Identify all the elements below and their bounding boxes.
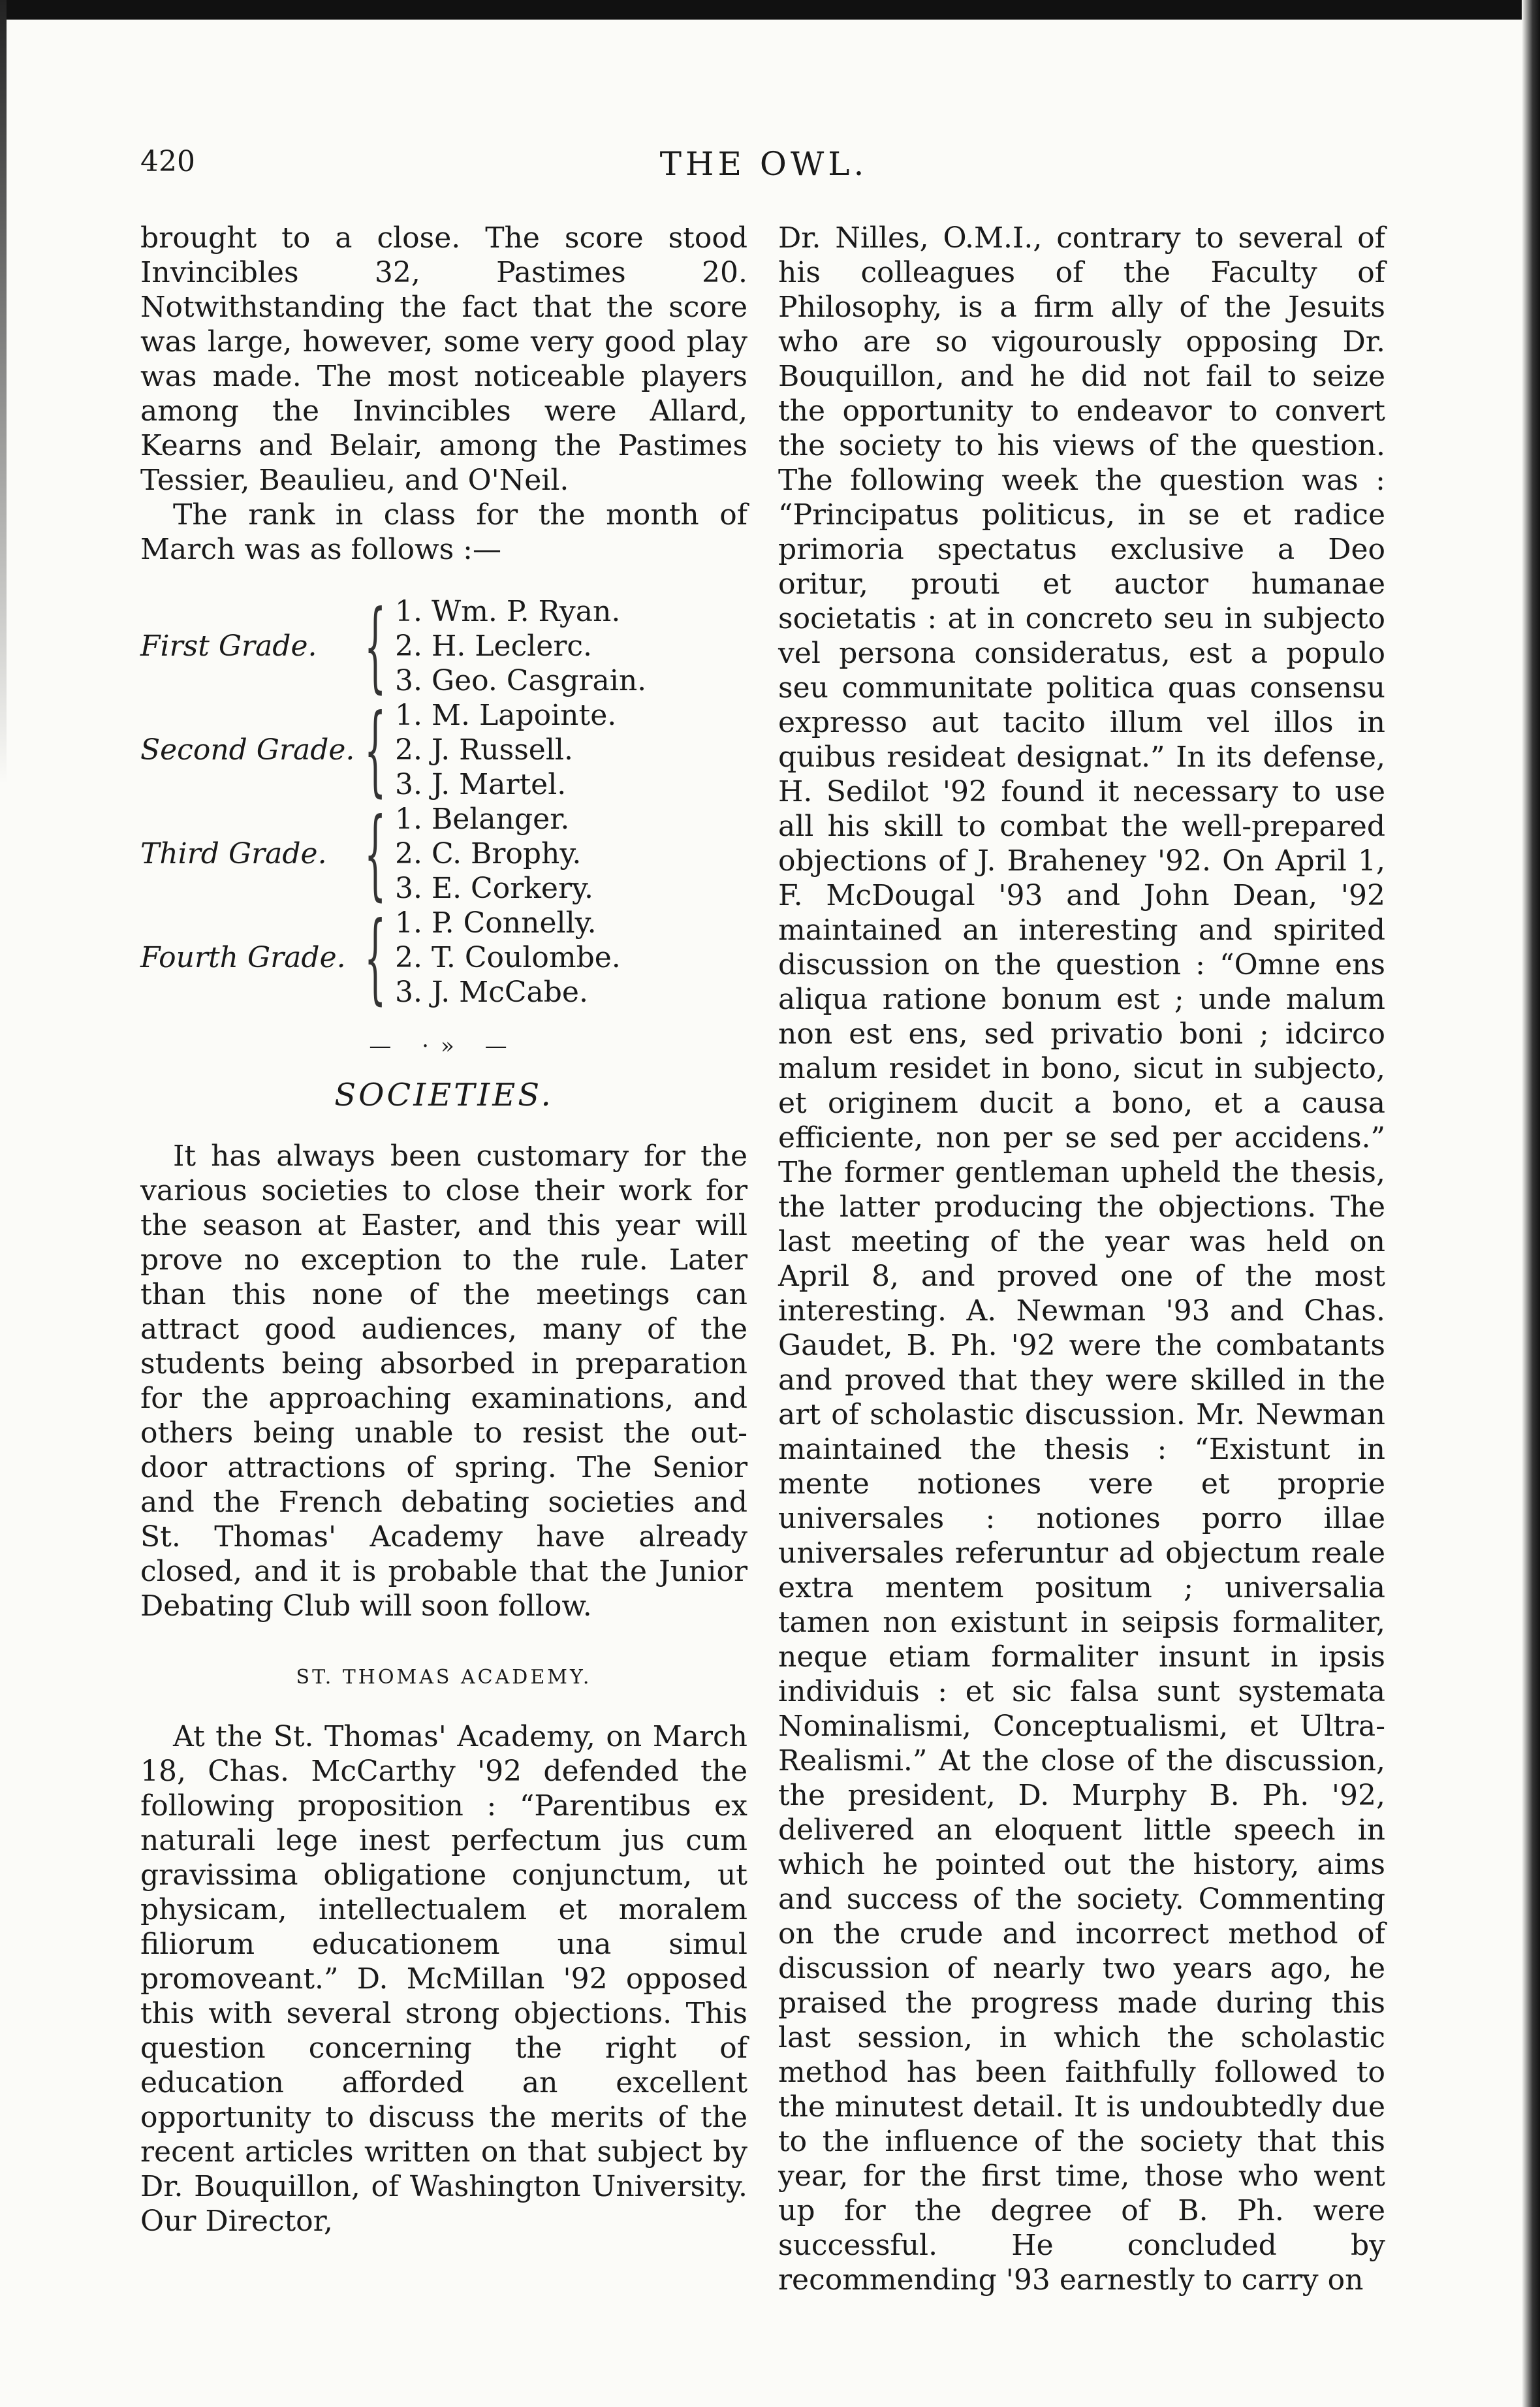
- section-divider: — ·» —: [369, 1033, 519, 1059]
- grade-ranks: [382, 906, 621, 1010]
- grade-ranks: [382, 698, 616, 802]
- grade-name: First Grade.: [140, 630, 317, 663]
- scan-edge-top: [0, 0, 1540, 20]
- running-title: THE OWL.: [659, 145, 868, 183]
- rank-entry: 2. C. Brophy.: [395, 837, 582, 870]
- rank-entry: 2. J. Russell.: [395, 733, 573, 767]
- class-rank-list: [140, 589, 747, 1015]
- rank-entry: 2. T. Coulombe.: [395, 941, 621, 974]
- paragraph: At the St. Thomas' Academy, on March 18, Chas. McCarthy '92 defended the following proposition : “Parentibus ex naturali lege inest perfectum jus cum gravissima obligatione conjunctum, ut physicam, intellectualem et moralem filiorum educationem una simul promoveant.” D. McMillan '92 opposed this with several strong objections. This question concerning the right of education afforded an excellent opportunity to discuss the merits of the recent articles written on that subject by Dr. Bouquillon, of Washington University. Our Director,: [140, 1720, 747, 2238]
- grade-name: Fourth Grade.: [140, 941, 346, 974]
- section-title: SOCIETIES.: [334, 1077, 554, 1113]
- rank-entry: 1. Belanger.: [395, 803, 570, 836]
- left-column: [140, 221, 747, 2239]
- paragraph: brought to a close. The score stood Invincibles 32, Pastimes 20. Notwithstanding the fact that the score was large, however, some very good play was made. The most noticeable players among the Invincibles were Allard, Kearns and Belair, among the Pastimes Tessier, Beaulieu, and O'Neil.: [140, 221, 747, 497]
- grade-name: Third Grade.: [140, 837, 327, 870]
- paragraph: It has always been customary for the various societies to close their work for the season at Easter, and this year will prove no exception to the rule. Later than this none of the meetings can attract good audiences, many of the students being absorbed in preparation for the approaching examinations, and others being unable to resist the out-door attractions of spring. The Senior and the French debating societies and St. Thomas' Academy have already closed, and it is probable that the Junior Debating Club will soon follow.: [140, 1140, 747, 1623]
- grade-group-fourth: [140, 901, 747, 1015]
- rank-entry: 3. J. McCabe.: [395, 976, 588, 1009]
- brace-glyph: {: [364, 693, 386, 807]
- subsection-title: ST. THOMAS ACADEMY.: [296, 1666, 592, 1689]
- grade-name: Second Grade.: [140, 733, 355, 767]
- paragraph: The rank in class for the month of March was as follows :—: [140, 498, 747, 566]
- grade-ranks: [382, 802, 593, 906]
- brace-glyph: {: [364, 589, 386, 703]
- rank-entry: 1. P. Connelly.: [395, 906, 597, 940]
- scan-edge-left: [0, 0, 7, 784]
- grade-group-first: [140, 589, 747, 703]
- grade-ranks: [382, 594, 646, 698]
- brace-glyph: {: [364, 901, 386, 1015]
- rank-entry: 1. M. Lapointe.: [395, 699, 617, 732]
- brace-glyph: {: [364, 797, 386, 911]
- page-number: 420: [140, 145, 195, 178]
- page-header: [140, 145, 1387, 184]
- rank-entry: 2. H. Leclerc.: [395, 630, 592, 663]
- right-column: [778, 221, 1385, 2297]
- scan-edge-right: [1522, 0, 1540, 2407]
- grade-group-third: [140, 797, 747, 911]
- rank-entry: 3. J. Martel.: [395, 768, 567, 801]
- grade-group-second: [140, 693, 747, 807]
- rank-entry: 1. Wm. P. Ryan.: [395, 595, 621, 628]
- paragraph: Dr. Nilles, O.M.I., contrary to several of his colleagues of the Faculty of Philosophy, is a firm ally of the Jesuits who are so vigourously opposing Dr. Bouquillon, and he did not fail to seize the opportunity to endeavor to convert the society to his views of the question. The following week the question was : “Principatus politicus, in se et radice primoria spectatus exclusive a Deo oritur, prouti et auctor humanae societatis : at in concreto seu in subjecto vel persona consideratus, est a populo seu communitate politica quas consensu expresso aut tacito illum vel illos in quibus resideat designat.” In its defense, H. Sedilot '92 found it necessary to use all his skill to combat the well-prepared objections of J. Braheney '92. On April 1, F. McDougal '93 and John Dean, '92 maintained an interesting and spirited discussion on the question : “Omne ens aliqua ratione bonum est ; unde malum non est ens, sed privatio boni ; idcirco malum residet in bono, sicut in subjecto, et originem ducit a bono, et a causa efficiente, non per se sed per accidens.” The former gentleman upheld the thesis, the latter producing the objections. The last meeting of the year was held on April 8, and proved one of the most interesting. A. Newman '93 and Chas. Gaudet, B. Ph. '92 were the combatants and proved that they were skilled in the art of scholastic discussion. Mr. Newman maintained the thesis : “Existunt in mente notiones vere et proprie universales : notiones porro illae universales referuntur ad objectum reale extra mentem positum ; universalia tamen non existunt in seipsis formaliter, neque etiam formaliter insunt in ipsis individuis : et sic falsa sunt systemata Nominalismi, Conceptualismi, et Ultra-Realismi.” At the close of the discussion, the president, D. Murphy B. Ph. '92, delivered an eloquent little speech in which he pointed out the history, aims and success of the society. Commenting on the crude and incorrect method of discussion of nearly two years ago, he praised the progress made during this last session, in which the scholastic method has been faithfully followed to the minutest detail. It is undoubtedly due to the influence of the society that this year, for the first time, those who went up for the degree of B. Ph. were successful. He concluded by recommending '93 earnestly to carry on: [778, 221, 1385, 2297]
- rank-entry: 3. E. Corkery.: [395, 872, 593, 905]
- rank-entry: 3. Geo. Casgrain.: [395, 664, 647, 697]
